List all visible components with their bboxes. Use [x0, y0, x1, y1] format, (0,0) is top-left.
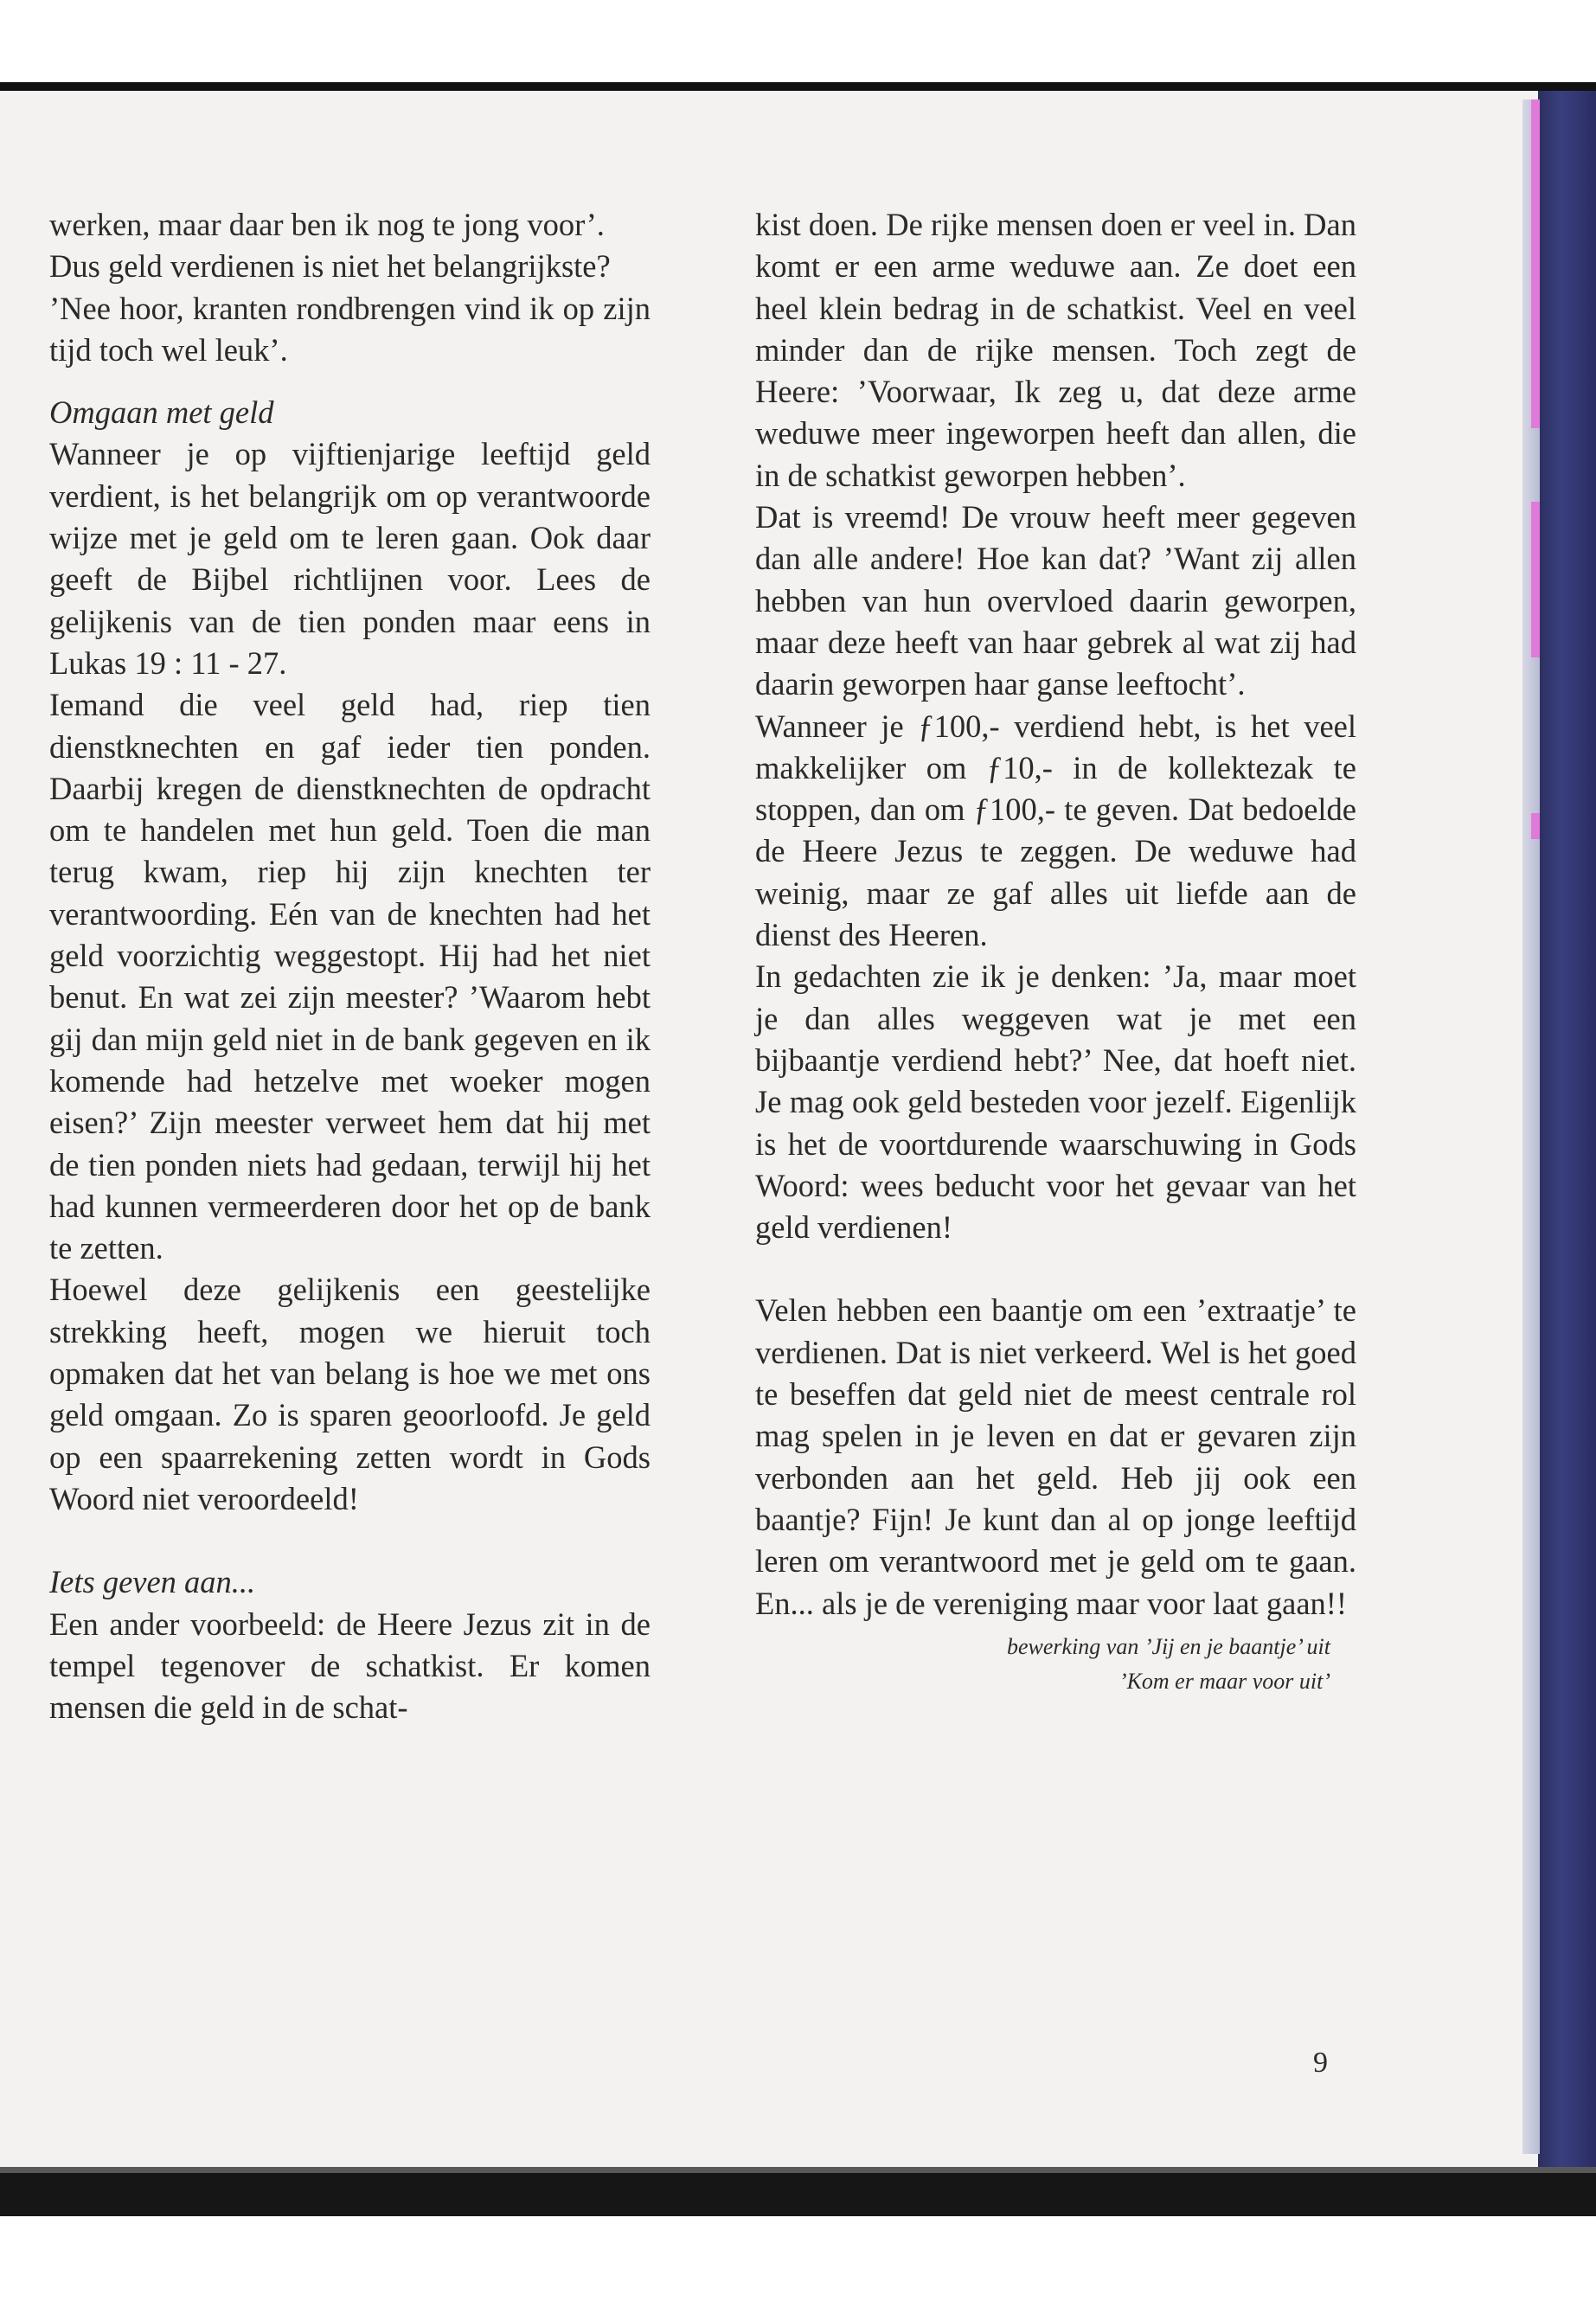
paragraph: Dat is vreemd! De vrouw heeft meer gegeven dan alle andere! Hoe kan dat? ’Want zij allen hebben van hun overvloed daarin geworpen, maar deze heeft van haar gebrek al wat zij had daarin geworpen haar ganse leeftocht’.: [755, 499, 1356, 702]
bottom-margin: [0, 2216, 1596, 2301]
book-cover-edge: [1538, 91, 1596, 2167]
right-text-column: [755, 204, 1356, 1699]
scan-border-bottom: [0, 2173, 1596, 2216]
paragraph: Wanneer je ƒ100,- verdiend hebt, is het veel makkelijker om ƒ10,- in de kollektezak te stoppen, dan om ƒ100,- te geven. Dat bedoelde de Heere Jezus te zeggen. De weduwe had weinig, maar ze gaf alles uit liefde aan de dienst des Heeren.: [755, 708, 1356, 953]
left-text-column: [49, 204, 651, 1728]
page-number: 9: [1313, 2047, 1328, 2079]
paragraph: werken, maar daar ben ik nog te jong voor’.: [49, 207, 605, 242]
section-heading: Iets geven aan...: [49, 1564, 256, 1600]
credit-line: ’Kom er maar voor uit’: [1118, 1668, 1330, 1694]
paragraph: kist doen. De rijke mensen doen er veel in. Dan komt er een arme weduwe aan. Ze doet een heel klein bedrag in de schatkist. Veel en veel minder dan de rijke mensen. Toch zegt de Heere: ’Voorwaar, Ik zeg u, dat deze arme weduwe meer ingeworpen heeft dan allen, die in de schatkist geworpen hebben’.: [755, 207, 1356, 493]
colored-tab-edge: [1531, 502, 1540, 657]
credit-line: bewerking van ’Jij en je baantje’ uit: [1006, 1633, 1330, 1659]
paragraph: Velen hebben een baantje om een ’extraatje’ te verdienen. Dat is niet verkeerd. Wel is het goed te beseffen dat geld niet de meest centrale rol mag spelen in je leven en dat er gevaren zijn verbonden aan het geld. Heb jij ook een baantje? Fijn! Je kunt dan al op jonge leeftijd leren om verantwoord met je geld om te gaan. En... als je de vereniging maar voor laat gaan!!: [755, 1292, 1356, 1621]
top-margin: [0, 0, 1596, 82]
colored-tab-edge: [1531, 99, 1540, 428]
section-heading: Omgaan met geld: [49, 394, 274, 431]
paragraph: In gedachten zie ik je denken: ’Ja, maar moet je dan alles weggeven wat je met een bijbaantje verdiend hebt?’ Nee, dat hoeft niet. Je mag ook geld besteden voor jezelf. Eigenlijk is het de voortdurende waarschuwing in Gods Woord: wees beducht voor het gevaar van het geld verdienen!: [755, 958, 1356, 1246]
paragraph: ’Nee hoor, kranten rondbrengen vind ik op zijn tijd toch wel leuk’.: [49, 290, 651, 368]
paragraph: Wanneer je op vijftienjarige leeftijd geld verdient, is het belangrijk om op verantwoorde wijze met je geld om te leren gaan. Ook daar geeft de Bijbel richtlijnen voor. Lees de gelijkenis van de tien ponden maar eens in Lukas 19 : 11 - 27.: [49, 436, 651, 681]
paragraph: Dus geld verdienen is niet het belangrijkste?: [49, 248, 611, 285]
paragraph: Een ander voorbeeld: de Heere Jezus zit in de tempel tegenover de schatkist. Er komen mensen die geld in de schat-: [49, 1606, 651, 1726]
source-credit: [755, 1630, 1356, 1699]
paragraph: Iemand die veel geld had, riep tien dienstknechten en gaf ieder tien ponden. Daarbij kregen de dienstknechten de opdracht om te handelen met hun geld. Toen die man terug kwam, riep hij zijn knechten ter verantwoording. Eén van de knechten had het geld voorzichtig weggestopt. Hij had het niet benut. En wat zei zijn meester? ’Waarom hebt gij dan mijn geld niet in de bank gegeven en ik komende had hetzelve met woeker mogen eisen?’ Zijn meester verweet hem dat hij met de tien ponden niets had gedaan, terwijl hij het had kunnen vermeerderen door het op de bank te zetten.: [49, 687, 651, 1266]
paragraph: Hoewel deze gelijkenis een geestelijke strekking heeft, mogen we hieruit toch opmaken dat het van belang is hoe we met ons geld omgaan. Zo is sparen geoorloofd. Je geld op een spaarrekening zetten wordt in Gods Woord niet veroordeeld!: [49, 1272, 651, 1516]
scan-border-top: [0, 82, 1596, 91]
colored-tab-edge: [1531, 813, 1540, 839]
